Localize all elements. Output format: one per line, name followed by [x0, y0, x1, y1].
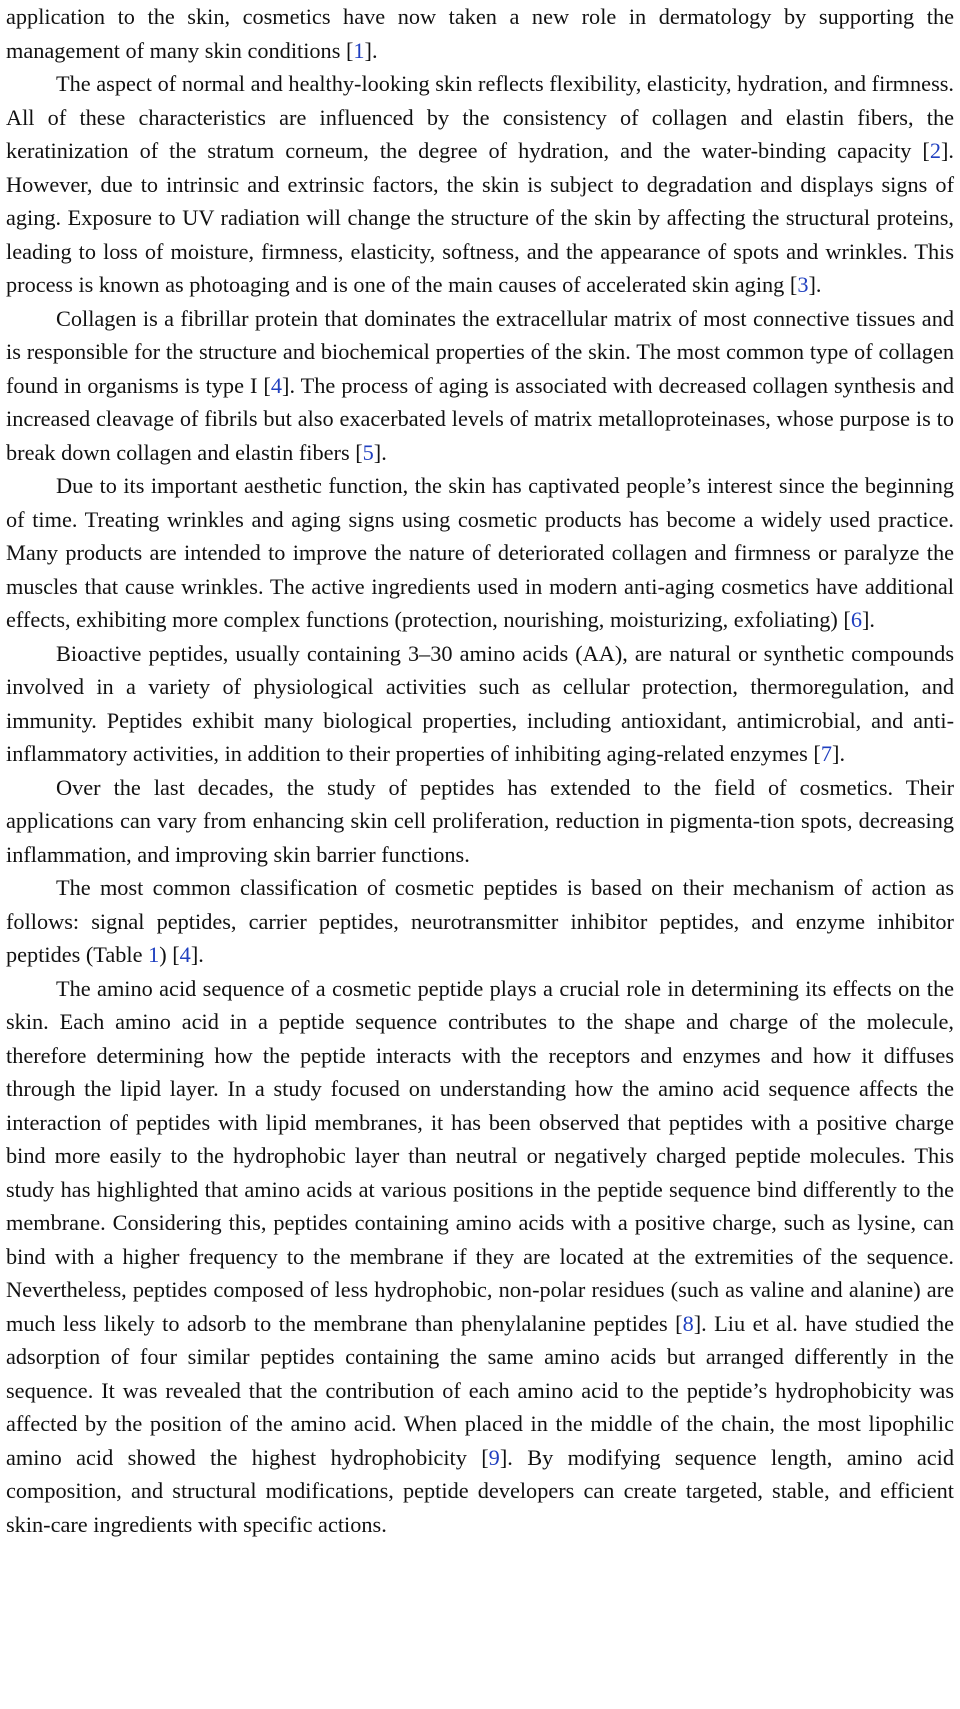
text-run: The amino acid sequence of a cosmetic peptide plays a crucial role in determining its effects on the skin. Each amino acid in a peptide sequence contributes to the shape and charge of the molecule, therefore determining how the peptide interacts with the receptors and enzymes and how it diffuses through the lipid layer. In a study focused on understanding how the amino acid sequence affects the interaction of peptides with lipid membranes, it has been observed that peptides with a positive charge bind more easily to the hydrophobic layer than neutral or negatively charged peptide molecules. This study has highlighted that amino acids at various positions in the peptide sequence bind differently to the membrane. Considering this, peptides containing amino acids with a positive charge, such as lysine, can bind with a higher frequency to the membrane if they are located at the extremities of the sequence. Nevertheless, peptides composed of less hydrophobic, non-polar residues (such as valine and alanine) are much less likely to adsorb to the membrane than phenylalanine peptides [ — [6, 975, 954, 1336]
citation-link[interactable]: 3 — [797, 272, 809, 297]
text-run: ]. — [832, 741, 846, 766]
body-text — [6, 0, 954, 1541]
paragraph — [6, 637, 954, 771]
text-run: ]. — [373, 439, 387, 465]
paragraph — [6, 302, 954, 470]
paragraph — [6, 469, 954, 637]
text-run: ]. However, due to intrinsic and extrinsic factors, the skin is subject to degradation and displays signs of aging. Exposure to UV radiation will change the structure of the skin by affecting the structural proteins, leading to loss of moisture, firmness, elasticity, softness, and the appearance of spots and wrinkles. This process is known as photoaging and is one of the main causes of accelerated skin aging [ — [6, 138, 954, 297]
text-run: ]. The process of aging is associated with decreased collagen synthesis and increased cleavage of fibrils but also exacerbated levels of matrix metalloproteinases, whose purpose is to break down collagen and elastin fibers [ — [6, 372, 954, 465]
text-run: ]. By modifying sequence length, amino acid composition, and structural modifications, peptide developers can create targeted, stable, and efficient skin-care ingredients with specific actions. — [6, 1444, 954, 1537]
citation-link[interactable]: 9 — [488, 1444, 500, 1470]
citation-link[interactable]: 2 — [929, 138, 941, 163]
citation-link[interactable]: 6 — [850, 607, 862, 632]
citation-link[interactable]: 7 — [820, 741, 833, 766]
citation-link[interactable]: 4 — [270, 372, 283, 398]
text-run: ]. Liu et al. have studied the adsorption of four similar peptides containing the same amino acids but arranged differently in the sequence. It was revealed that the contribution of each amino acid to the peptide’s hydrophobicity was affected by the position of the amino acid. When placed in the middle of the chain, the most lipophilic amino acid showed the highest hydrophobicity [ — [6, 1310, 954, 1470]
paragraph — [6, 972, 954, 1542]
paragraph — [6, 67, 954, 302]
citation-link[interactable]: 1 — [353, 37, 365, 63]
text-run: Due to its important aesthetic function, the skin has captivated people’s interest since the beginning of time. Treating wrinkles and aging signs using cosmetic products has become a widely used practice. Many products are intended to improve the nature of deteriorated collagen and firmness or paralyze the muscles that cause wrinkles. The active ingredients used in modern anti-aging cosmetics have additional effects, exhibiting more complex functions (protection, nourishing, moisturizing, exfoliating) [ — [6, 473, 954, 632]
text-run: application to the skin, cosmetics have now taken a new role in dermatology by supporting the management of many skin conditions [ — [6, 4, 954, 63]
text-run: Bioactive peptides, usually containing 3–30 amino acids (AA), are natural or synthetic compounds involved in a variety of physiological activities such as cellular protection, thermoregulation, and immunity. Peptides exhibit many biological properties, including antioxidant, antimicrobial, and anti-inflammatory activities, in addition to their properties of inhibiting aging-related enzymes [ — [6, 640, 954, 766]
text-run: Over the last decades, the study of peptides has extended to the field of cosmetics. Their applications can vary from enhancing skin cell proliferation, reduction in pigmenta-tion spots, decreasing inflammation, and improving skin barrier functions. — [6, 774, 954, 867]
paragraph — [6, 771, 954, 872]
paragraph — [6, 0, 954, 67]
paragraph — [6, 871, 954, 972]
text-run: The aspect of normal and healthy-looking skin reflects flexibility, elasticity, hydration, and firmness. All of these characteristics are influenced by the consistency of collagen and elastin fibers, the keratinization of the stratum corneum, the degree of hydration, and the water-binding capacity [ — [6, 71, 954, 163]
text-run: ]. — [364, 37, 378, 63]
text-run: ) [ — [159, 942, 180, 967]
text-run: ]. — [861, 607, 875, 632]
citation-link[interactable]: 4 — [179, 942, 191, 967]
text-run: ]. — [808, 272, 822, 297]
text-run: The most common classification of cosmetic peptides is based on their mechanism of action as follows: signal peptides, carrier peptides, neurotransmitter inhibitor peptides, and enzyme inhibitor peptides (Table — [6, 875, 954, 967]
text-run: Collagen is a fibrillar protein that dominates the extracellular matrix of most connective tissues and is responsible for the structure and biochemical properties of the skin. The most common type of collagen found in organisms is type I [ — [6, 305, 954, 398]
citation-link[interactable]: 1 — [148, 942, 160, 967]
citation-link[interactable]: 5 — [362, 439, 374, 465]
text-run: ]. — [190, 942, 204, 967]
citation-link[interactable]: 8 — [682, 1310, 694, 1336]
